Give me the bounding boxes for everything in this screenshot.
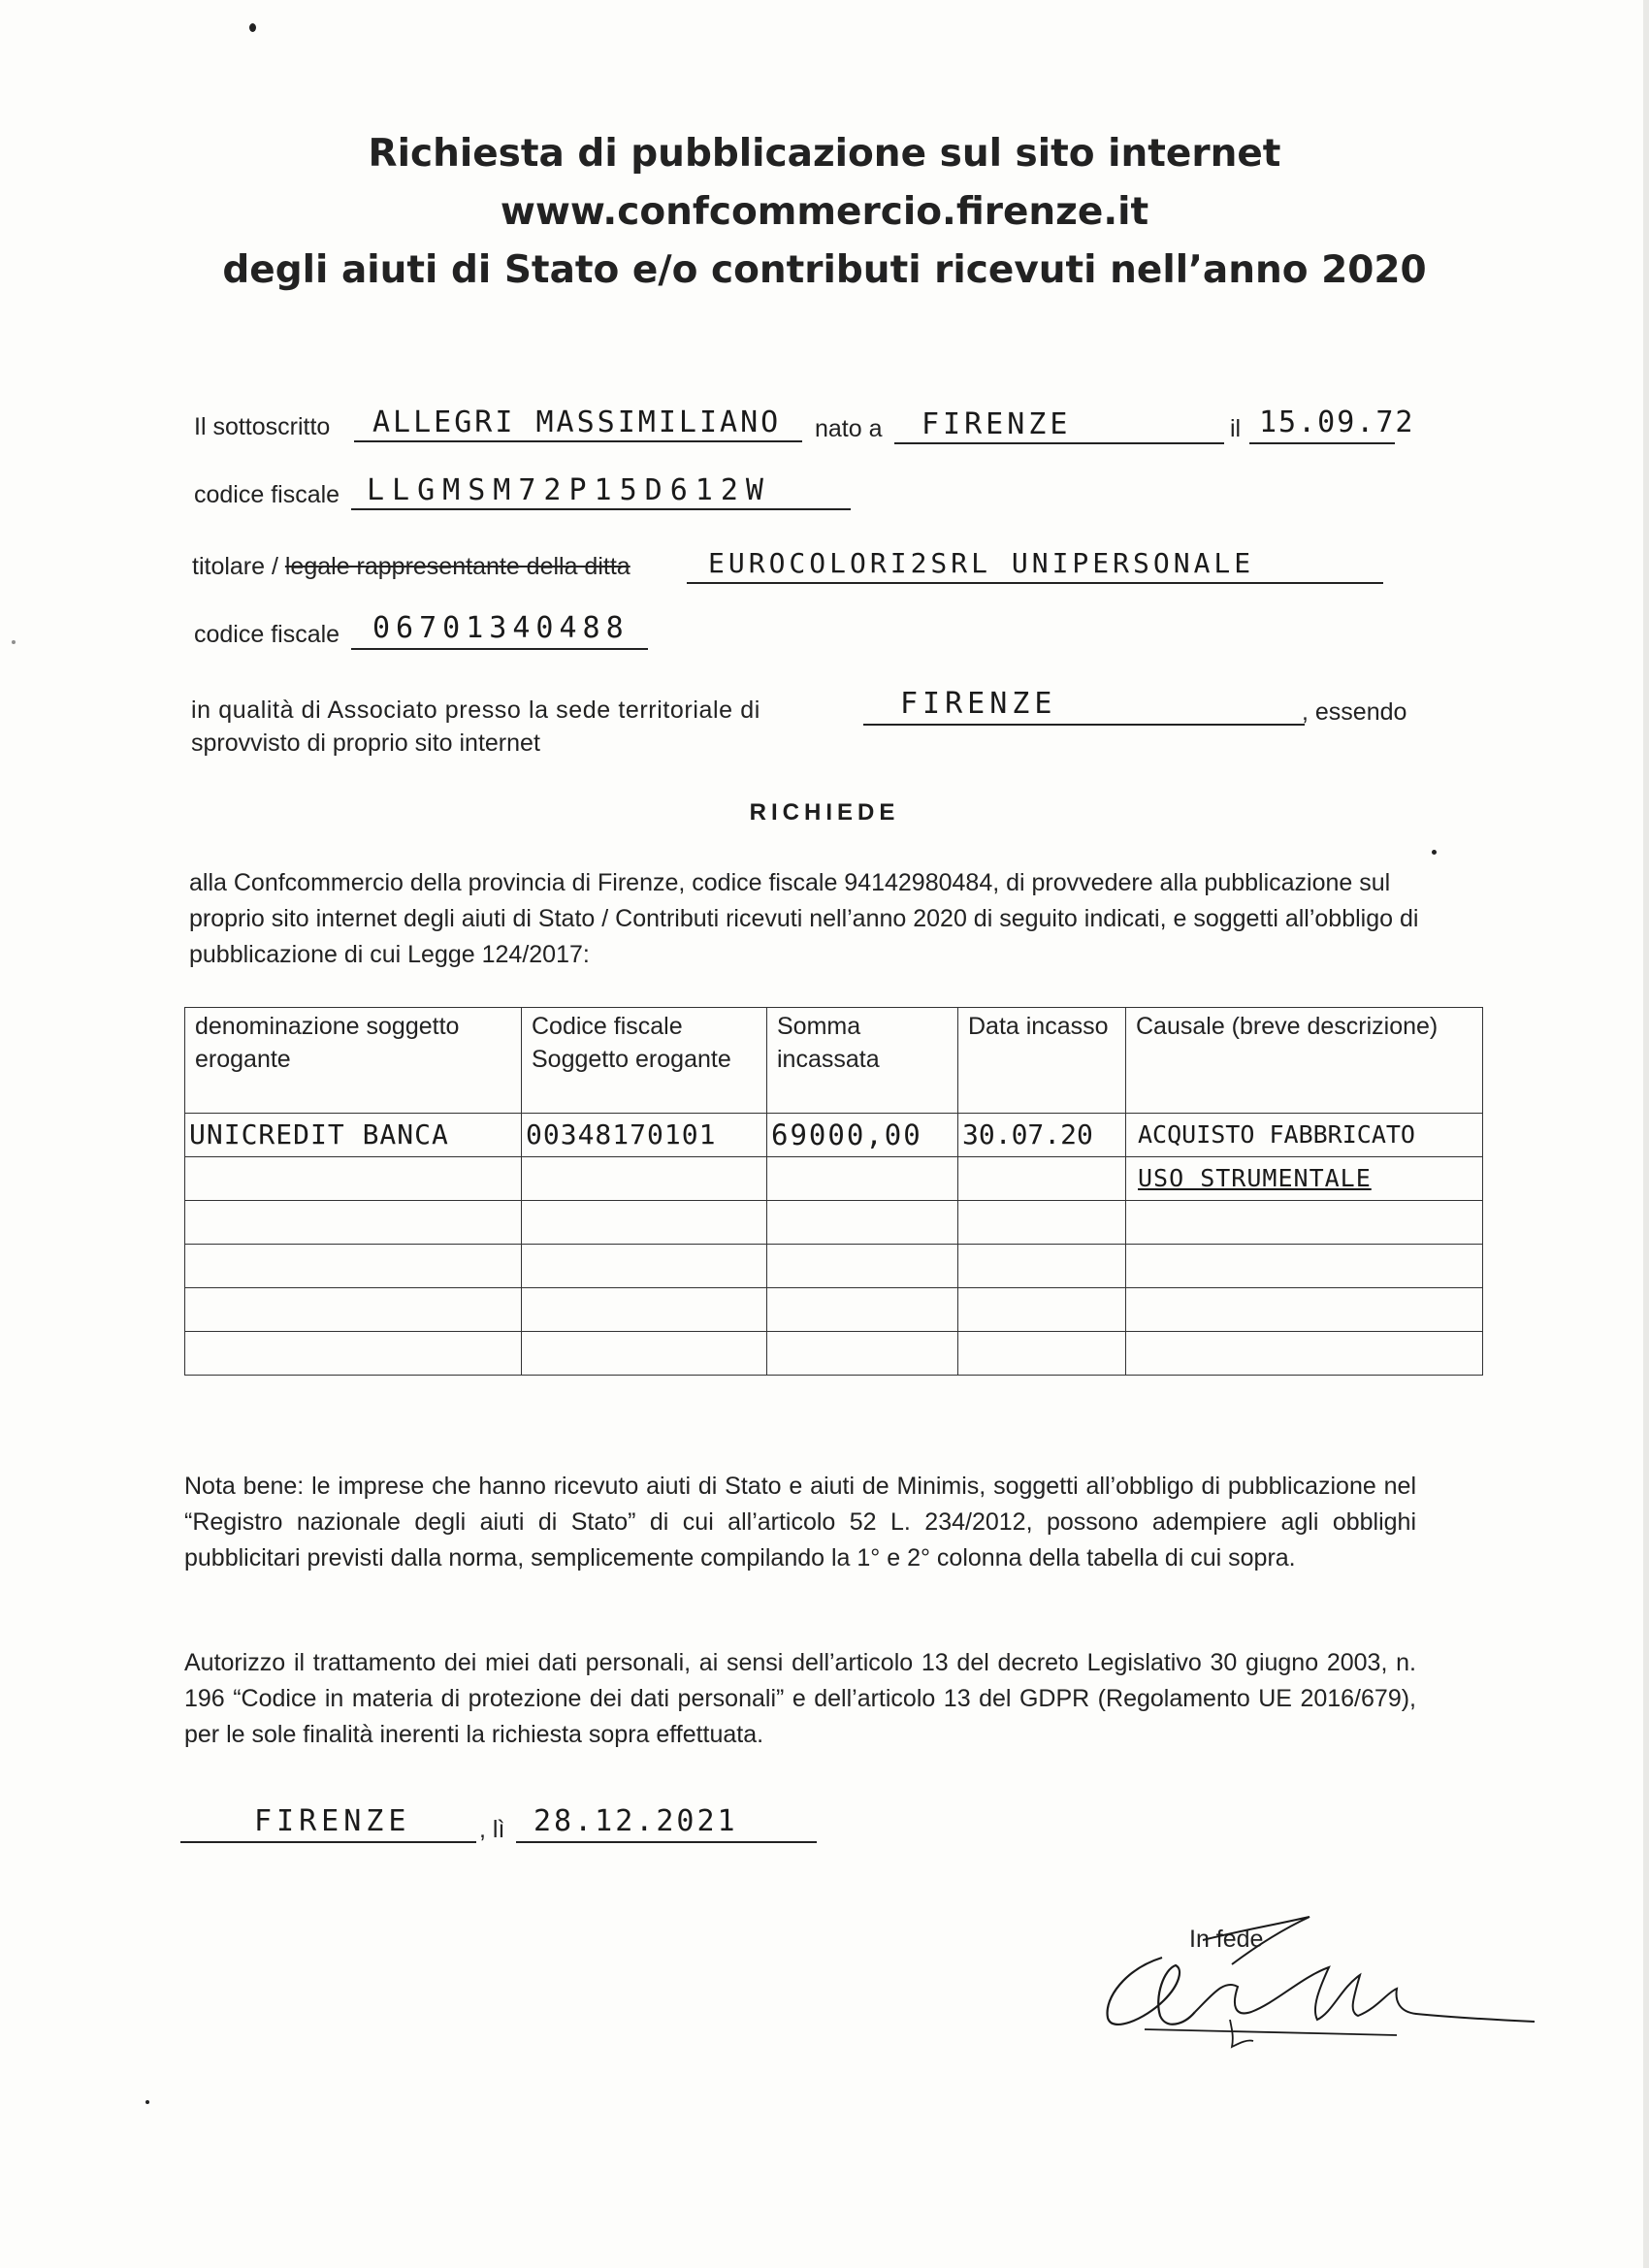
scan-speck bbox=[12, 640, 16, 644]
title-line-1: Richiesta di pubblicazione sul sito internet bbox=[368, 132, 1281, 176]
nato-line bbox=[894, 442, 1224, 444]
qualita-label: in qualità di Associato presso la sede territoriale di bbox=[191, 697, 760, 724]
il-value: 15.09.72 bbox=[1259, 405, 1415, 439]
nato-label: nato a bbox=[815, 415, 883, 442]
header-codice-fiscale: Codice fiscale Soggetto erogante bbox=[522, 1008, 767, 1114]
table-row bbox=[185, 1201, 1483, 1245]
table-cell bbox=[1126, 1114, 1483, 1157]
table-cell bbox=[767, 1114, 958, 1157]
data-value: 30.07.20 bbox=[962, 1118, 1093, 1150]
title-line-3: degli aiuti di Stato e/o contributi ricevuti nell’anno 2020 bbox=[222, 248, 1427, 292]
causale-value-1: ACQUISTO FABBRICATO bbox=[1138, 1120, 1415, 1149]
table-row bbox=[185, 1288, 1483, 1332]
legale-strikethrough: legale rappresentante della ditta bbox=[284, 553, 630, 580]
li-label: , lì bbox=[479, 1816, 505, 1843]
table-cell bbox=[767, 1157, 958, 1201]
table-cell bbox=[958, 1157, 1126, 1201]
sottoscritto-value: ALLEGRI MASSIMILIANO bbox=[372, 405, 782, 439]
cf2-line bbox=[351, 648, 648, 650]
sottoscritto-line bbox=[354, 440, 802, 442]
ditta-line bbox=[687, 582, 1383, 584]
table-row bbox=[185, 1332, 1483, 1376]
richiede-heading: RICHIEDE bbox=[749, 799, 900, 826]
cf-value: LLGMSM72P15D612W bbox=[367, 473, 771, 507]
header-causale: Causale (breve descrizione) bbox=[1126, 1008, 1483, 1114]
table-cell bbox=[767, 1245, 958, 1288]
header-denominazione: denominazione soggetto erogante bbox=[185, 1008, 522, 1114]
table-cell bbox=[767, 1288, 958, 1332]
table-cell bbox=[767, 1332, 958, 1376]
table-cell bbox=[185, 1245, 522, 1288]
table-cell bbox=[522, 1114, 767, 1157]
in-fede-label: In fede bbox=[1189, 1926, 1264, 1953]
table-cell bbox=[522, 1157, 767, 1201]
scan-speck bbox=[1432, 850, 1437, 855]
title-line-2: www.confcommercio.firenze.it bbox=[500, 190, 1149, 234]
essendo-label: , essendo bbox=[1302, 698, 1407, 726]
ditta-value: EUROCOLORI2SRL UNIPERSONALE bbox=[708, 547, 1255, 579]
table-cell bbox=[185, 1288, 522, 1332]
titolare-text: titolare / bbox=[192, 553, 285, 580]
table-cell bbox=[1126, 1288, 1483, 1332]
scan-speck bbox=[146, 2100, 149, 2104]
somma-value: 69000,00 bbox=[771, 1118, 922, 1151]
table-cell bbox=[185, 1201, 522, 1245]
table-cell bbox=[185, 1114, 522, 1157]
scan-edge bbox=[1643, 0, 1649, 2268]
table-row bbox=[185, 1114, 1483, 1157]
cf2-value: 06701340488 bbox=[372, 611, 630, 645]
erogante-value: UNICREDIT BANCA bbox=[189, 1118, 449, 1150]
place-value: FIRENZE bbox=[254, 1804, 411, 1838]
table-cell bbox=[522, 1245, 767, 1288]
table-cell bbox=[522, 1288, 767, 1332]
causale-value-2: USO STRUMENTALE bbox=[1138, 1164, 1372, 1192]
table-cell bbox=[1126, 1157, 1483, 1201]
place-line bbox=[180, 1841, 476, 1843]
table-cell bbox=[1126, 1201, 1483, 1245]
table-cell bbox=[958, 1114, 1126, 1157]
scan-speck bbox=[249, 23, 256, 32]
table-row bbox=[185, 1245, 1483, 1288]
sottoscritto-label: Il sottoscritto bbox=[194, 413, 331, 440]
titolare-label bbox=[192, 553, 630, 581]
cf2-label: codice fiscale bbox=[194, 621, 340, 648]
sede-line bbox=[863, 724, 1305, 726]
header-data: Data incasso bbox=[958, 1008, 1126, 1114]
table-cell bbox=[1126, 1245, 1483, 1288]
table-header-row bbox=[185, 1008, 1483, 1114]
handwritten-signature bbox=[1086, 1911, 1542, 2057]
header-somma: Somma incassata bbox=[767, 1008, 958, 1114]
intro-paragraph: alla Confcommercio della provincia di Firenze, codice fiscale 94142980484, di provvedere alla pubblicazione sul proprio sito internet degli aiuti di Stato / Contributi ricevuti nell’anno 2020 di seguito indicati, e soggetti all’obbligo di pubblicazione di cui Legge 124/2017: bbox=[189, 869, 1419, 968]
table-row bbox=[185, 1157, 1483, 1201]
table-cell bbox=[958, 1288, 1126, 1332]
table-cell bbox=[185, 1157, 522, 1201]
cf-line bbox=[351, 508, 851, 510]
table-cell bbox=[958, 1245, 1126, 1288]
table-cell bbox=[767, 1201, 958, 1245]
nato-value: FIRENZE bbox=[922, 407, 1072, 441]
table-cell bbox=[522, 1332, 767, 1376]
sede-value: FIRENZE bbox=[900, 687, 1057, 721]
nota-bene-paragraph: Nota bene: le imprese che hanno ricevuto aiuti di Stato e aiuti de Minimis, soggetti all’obbligo di pubblicazione nel “Registro nazionale degli aiuti di Stato” di cui all’articolo 52 L. 234/2012, possono adempiere agli obblighi pubblicitari previsti dalla norma, semplicemente compilando la 1° e 2° colonna della tabella di cui sopra. bbox=[184, 1473, 1416, 1571]
table-cell bbox=[522, 1201, 767, 1245]
table-cell bbox=[958, 1201, 1126, 1245]
date-value: 28.12.2021 bbox=[534, 1804, 738, 1838]
privacy-paragraph: Autorizzo il trattamento dei miei dati personali, ai sensi dell’articolo 13 del decreto Legislativo 30 giugno 2003, n. 196 “Codice in materia di protezione dei dati personali” e dell’articolo 13 del GDPR (Regolamento UE 2016/679), per le sole finalità inerenti la richiesta sopra effettuata. bbox=[184, 1649, 1416, 1748]
il-line bbox=[1249, 442, 1395, 444]
cf-erogante-value: 00348170101 bbox=[526, 1118, 717, 1150]
date-line bbox=[516, 1841, 817, 1843]
table-cell bbox=[185, 1332, 522, 1376]
aid-table bbox=[184, 1007, 1483, 1376]
sprovvisto-label: sprovvisto di proprio sito internet bbox=[191, 729, 540, 757]
cf-label: codice fiscale bbox=[194, 481, 340, 508]
table-cell bbox=[958, 1332, 1126, 1376]
table-cell bbox=[1126, 1332, 1483, 1376]
il-label: il bbox=[1230, 415, 1242, 442]
